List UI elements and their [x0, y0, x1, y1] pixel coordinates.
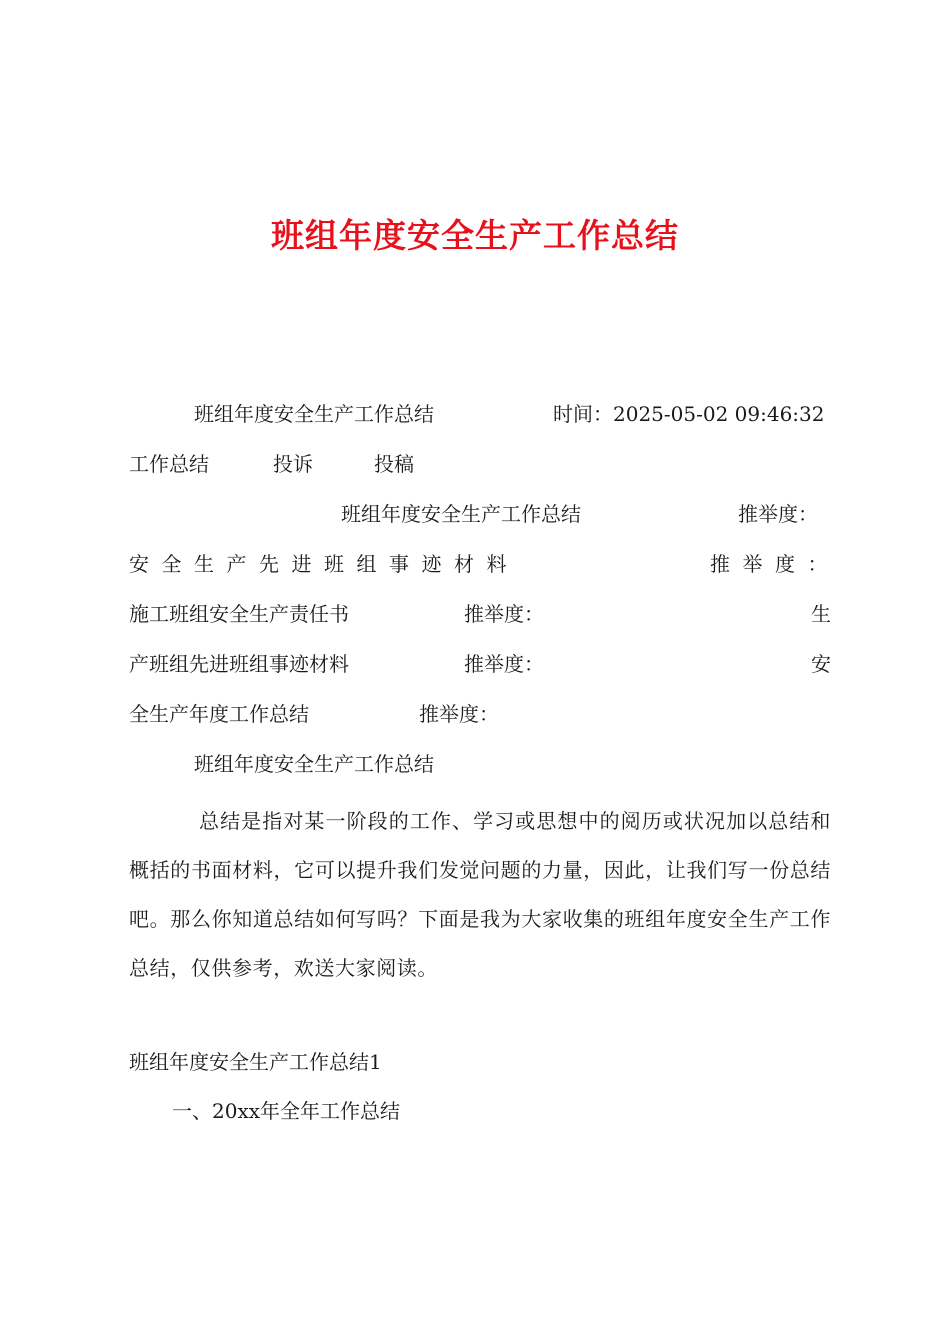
recommend-label: 推举度： [710, 552, 840, 576]
submit-link[interactable]: 投稿 [374, 452, 414, 476]
intro-paragraph: 总结是指对某一阶段的工作、学习或思想中的阅历或状况加以总结和概括的书面材料，它可以提升我们发觉问题的力量，因此，让我们写一份总结吧。那么你知道总结如何写吗？下面是我为大家收集的班组年度安全生产工作总结，仅供参考，欢送大家阅读。 [129, 809, 831, 980]
header-doc-title: 班组年度安全生产工作总结 [194, 402, 434, 426]
related-link-continued[interactable]: 安 [811, 652, 831, 676]
recommend-label: 推举度： [738, 502, 818, 526]
recommend-label: 推举度： [464, 652, 544, 676]
section-title: 班组年度安全生产工作总结1 [129, 1050, 382, 1074]
subtitle-text: 班组年度安全生产工作总结 [194, 752, 434, 776]
related-link[interactable]: 班组年度安全生产工作总结 [341, 502, 581, 526]
related-link-continued[interactable]: 生 [811, 602, 831, 626]
related-link[interactable]: 施工班组安全生产责任书 [129, 602, 349, 626]
time-value: 2025-05-02 09:46:32 [613, 402, 825, 426]
category-link[interactable]: 工作总结 [129, 452, 209, 476]
related-link[interactable]: 安全生产先进班组事迹材料 [129, 552, 519, 576]
related-link[interactable]: 产班组先进班组事迹材料 [129, 652, 349, 676]
recommend-label: 推举度： [419, 702, 499, 726]
related-link[interactable]: 全生产年度工作总结 [129, 702, 309, 726]
section-item: 一、20xx年全年工作总结 [172, 1099, 401, 1123]
recommend-label: 推举度： [464, 602, 544, 626]
complain-link[interactable]: 投诉 [273, 452, 313, 476]
timestamp [553, 400, 825, 428]
time-label: 时间： [553, 402, 613, 426]
document-title: 班组年度安全生产工作总结 [271, 216, 679, 255]
